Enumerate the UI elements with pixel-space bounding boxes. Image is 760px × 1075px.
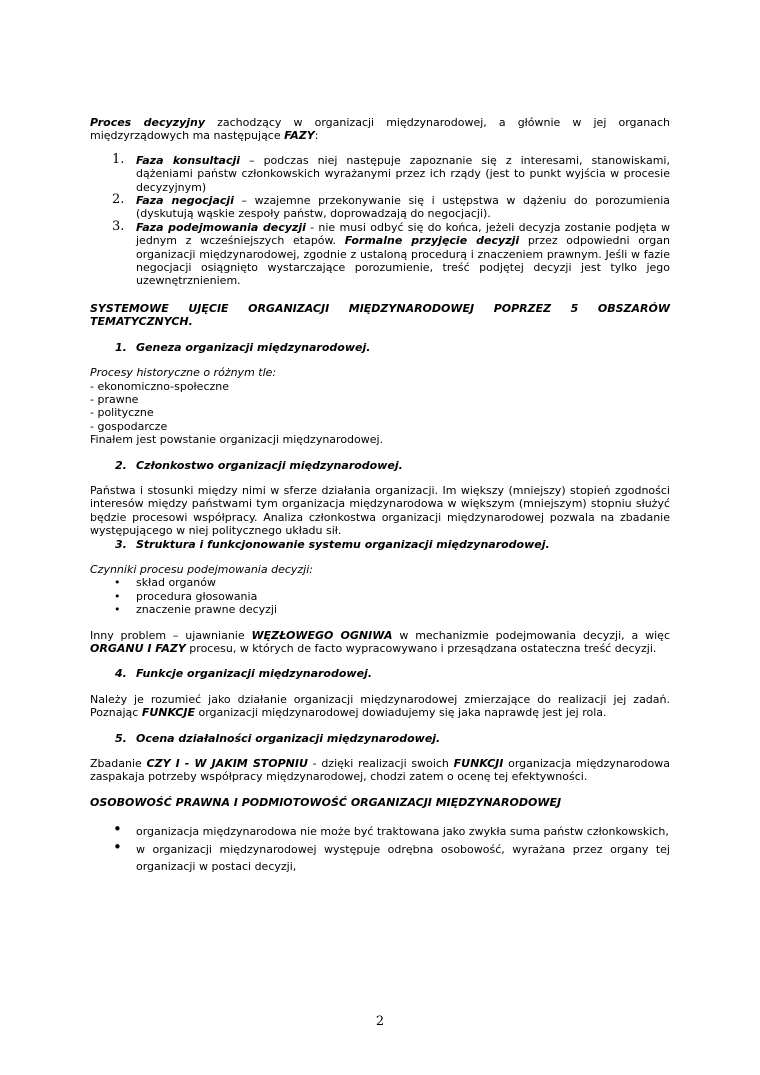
faza-item: [90, 151, 670, 194]
text-run: Zbadanie: [90, 757, 147, 771]
list-item-text: organizacja międzynarodowa nie może być traktowana jako zwykła suma państw członkowskich,: [136, 825, 669, 839]
faza-text: – wzajemne przekonywanie się i ustępstwa w dążeniu do porozumienia (dyskutują wąskie zespoły państw, doprowadzają do negocjacji).: [136, 194, 671, 221]
section-number: 5.: [115, 731, 127, 745]
list-item: [90, 820, 670, 841]
intro-bold-fazy: FAZY: [284, 129, 315, 143]
faza-title: Faza podejmowania decyzji: [136, 220, 306, 234]
intro-colon: :: [314, 129, 319, 143]
section-1-intro: [90, 366, 670, 379]
faza-bold-phrase: Formalne przyjęcie decyzji: [344, 234, 520, 248]
list-item: [90, 837, 670, 876]
section-title: Struktura i funkcjonowanie systemu organizacji międzynarodowej.: [136, 537, 550, 551]
section-1-heading: [90, 341, 670, 354]
list-item: [90, 576, 670, 589]
bold-term: FUNKCJI: [453, 757, 504, 771]
osobowosc-list: [90, 820, 670, 876]
faza-number: 3.: [112, 218, 125, 234]
section-5-text: [90, 757, 670, 784]
process-item: - gospodarcze: [90, 419, 168, 433]
intro-bold-term: Proces decyzyjny: [90, 116, 206, 129]
page-number: 2: [375, 1014, 385, 1029]
text-run: organizacja międzynarodowa zaspakaja potrzeby współpracy międzynarodowej, chodzi zatem o ocenę tej efektywności.: [90, 757, 670, 784]
section-title: Członkostwo organizacji międzynarodowej.: [136, 458, 403, 472]
faza-title: Faza konsultacji: [136, 153, 241, 167]
bold-term: ORGANU I FAZY: [90, 642, 186, 655]
list-item: [90, 590, 670, 603]
decision-factors-list: [90, 576, 670, 616]
text-run: - dzięki realizacji swoich: [307, 757, 454, 771]
bold-term: FUNKCJE: [141, 706, 195, 720]
section-number: 2.: [115, 458, 127, 472]
faza-number: 2.: [112, 192, 125, 208]
faza-number: 1.: [112, 151, 125, 167]
bold-term: CZY I - W JAKIM STOPNIU: [146, 757, 308, 771]
text-run: organizacji międzynarodowej dowiadujemy się jaka naprawdę jest jej rola.: [194, 706, 607, 720]
bullet-icon: •: [114, 589, 121, 603]
list-item-text: w organizacji międzynarodowej występuje odrębna osobowość, wyrażana przez organy tej organizacji w postaci decyzji,: [136, 842, 670, 874]
list-item: [90, 603, 670, 616]
bullet-icon: •: [114, 603, 121, 617]
section-3-intro: [90, 563, 670, 576]
section-3-text: [90, 629, 670, 656]
faza-item: [90, 194, 670, 221]
section-3-intro-text: Czynniki procesu podejmowania decyzji:: [90, 562, 314, 576]
text-run: Należy je rozumieć jako działanie organizacji międzynarodowej zmierzające do realizacji jej zadań. Poznając: [90, 692, 670, 720]
list-item-text: procedura głosowania: [136, 589, 258, 603]
bold-term: WĘZŁOWEGO OGNIWA: [251, 628, 393, 642]
bullet-icon: •: [113, 837, 122, 856]
section-title: Geneza organizacji międzynarodowej.: [136, 340, 371, 354]
section-title: Funkcje organizacji międzynarodowej.: [136, 667, 372, 681]
process-item: - polityczne: [90, 406, 154, 420]
list-item-text: skład organów: [136, 576, 216, 590]
document-page: [90, 116, 670, 876]
systemowe-heading: SYSTEMOWE UJĘCIE ORGANIZACJI MIĘDZYNARODOWEJ POPRZEZ 5 OBSZARÓW TEMATYCZNYCH.: [90, 301, 670, 329]
bullet-icon: •: [113, 820, 122, 839]
section-number: 1.: [115, 340, 127, 354]
process-item: - prawne: [90, 392, 139, 406]
faza-text: - nie musi odbyć się do końca, jeżeli decyzja zostanie podjęta w jednym z wcześniejszych etapów.: [136, 220, 670, 248]
osobowosc-heading: OSOBOWOŚĆ PRAWNA I PODMIOTOWOŚĆ ORGANIZACJI MIĘDZYNARODOWEJ: [90, 795, 562, 809]
section-4-heading: [90, 667, 670, 680]
section-1-intro-text: Procesy historyczne o różnym tle:: [90, 366, 277, 380]
faza-item: [90, 218, 670, 288]
fazy-list: [90, 151, 671, 288]
section-number: 3.: [115, 537, 127, 551]
section-5-heading: [90, 732, 670, 745]
text-run: procesu, w których de facto wypracowywano i przesądzana ostateczna treść decyzji.: [185, 642, 657, 655]
text-run: Inny problem – ujawnianie: [90, 628, 252, 642]
section-title: Ocena działalności organizacji międzynarodowej.: [136, 731, 441, 745]
bullet-icon: •: [114, 576, 121, 590]
faza-text: – podczas niej następuje zapoznanie się z interesami, stanowiskami, dążeniami państw członkowskich wyrażanymi przez ich rządy (jest to punkt wyjścia w procesie decyzyjnym): [136, 153, 670, 194]
list-item-text: znaczenie prawne decyzji: [136, 603, 278, 617]
section-4-text: [90, 693, 670, 720]
process-item: - ekonomiczno-społeczne: [90, 379, 230, 393]
text-run: w mechanizmie podejmowania decyzji, a więc: [392, 628, 670, 642]
section-1-final: Finałem jest powstanie organizacji międzynarodowej.: [90, 433, 384, 447]
faza-title: Faza negocjacji: [136, 194, 234, 208]
section-2-heading: [90, 459, 670, 472]
faza-text: przez odpowiedni organ organizacji międzynarodowej, zgodnie z ustaloną procedurą i znaczeniem prawnym. Jeśli w fazie negocjacji osiągnięto wystarczające porozumienie, treść podjętej decyzji jest tylko jego uzewnętrznieniem.: [136, 234, 670, 288]
section-number: 4.: [115, 667, 127, 681]
section-2-text: Państwa i stosunki między nimi w sferze działania organizacji. Im większy (mniejszy) stopień zgodności interesów między państwami tym organizacja międzynarodowa w większym (mniejszym) stopniu służyć będzie procesowi współpracy. Analiza członkostwa organizacji międzynarodowej pozwala na zbadanie występującego w niej politycznego układu sił.: [90, 483, 670, 538]
intro-paragraph: [90, 116, 670, 143]
section-3-heading: [90, 538, 670, 551]
intro-text: zachodzący w organizacji międzynarodowej, a głównie w jej organach międzyrządowych ma następujące: [90, 116, 670, 143]
